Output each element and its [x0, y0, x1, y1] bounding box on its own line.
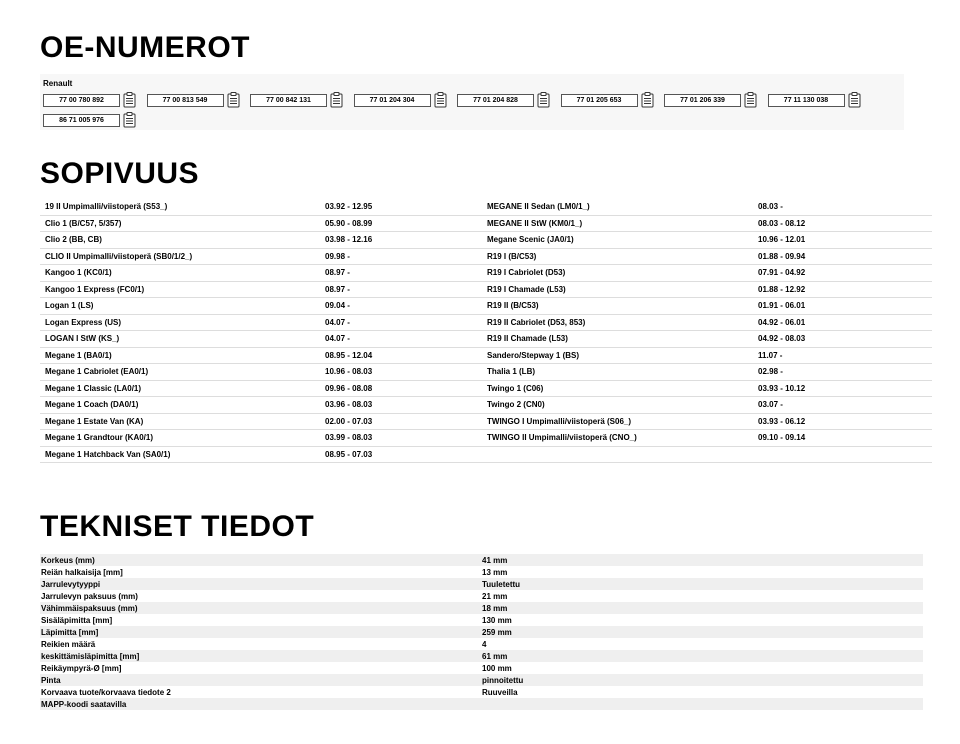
tech-value: Ruuveilla — [482, 687, 518, 697]
oe-number-item — [561, 90, 665, 110]
vehicle-model: R19 I Chamade (L53) — [487, 284, 566, 294]
clipboard-icon[interactable] — [537, 92, 550, 108]
fitment-row — [40, 249, 932, 266]
fitment-row — [40, 381, 932, 398]
oe-number-item — [768, 90, 872, 110]
clipboard-icon[interactable] — [641, 92, 654, 108]
vehicle-model: Megane 1 Coach (DA0/1) — [45, 400, 139, 410]
oe-numbers-list — [43, 90, 903, 130]
tech-value: 259 mm — [482, 627, 512, 637]
oe-number-value[interactable]: 77 11 130 038 — [768, 94, 845, 107]
fitment-row — [40, 282, 932, 299]
tech-label: Korkeus (mm) — [41, 555, 95, 565]
vehicle-model: Megane 1 (BA0/1) — [45, 350, 112, 360]
fitment-row — [40, 315, 932, 332]
oe-number-item — [147, 90, 251, 110]
oe-number-value[interactable]: 77 01 206 339 — [664, 94, 741, 107]
production-years: 08.97 - — [325, 268, 350, 278]
tech-label: Korvaava tuote/korvaava tiedote 2 — [41, 687, 171, 697]
vehicle-model: R19 I (B/C53) — [487, 251, 537, 261]
oe-number-item — [457, 90, 561, 110]
tech-value: 13 mm — [482, 567, 508, 577]
vehicle-model: Megane 1 Grandtour (KA0/1) — [45, 433, 154, 443]
fitment-row — [40, 348, 932, 365]
tech-row — [40, 674, 923, 686]
oe-number-value[interactable]: 77 01 204 304 — [354, 94, 431, 107]
fitment-row — [40, 397, 932, 414]
tech-value: 41 mm — [482, 555, 508, 565]
production-years: 09.96 - 08.08 — [325, 383, 373, 393]
fitment-title: SOPIVUUS — [40, 157, 200, 190]
production-years: 08.95 - 07.03 — [325, 449, 373, 459]
production-years: 03.92 - 12.95 — [325, 202, 373, 212]
production-years: 04.07 - — [325, 317, 350, 327]
tech-row — [40, 698, 923, 710]
oe-numbers-box — [40, 74, 904, 130]
vehicle-model: Megane 1 Classic (LA0/1) — [45, 383, 142, 393]
production-years: 08.95 - 12.04 — [325, 350, 373, 360]
tech-label: Sisäläpimitta [mm] — [41, 615, 113, 625]
vehicle-model: Megane 1 Hatchback Van (SA0/1) — [45, 449, 171, 459]
clipboard-icon[interactable] — [434, 92, 447, 108]
production-years: 01.88 - 09.94 — [758, 251, 806, 261]
fitment-row — [40, 199, 932, 216]
oe-number-value[interactable]: 77 01 204 828 — [457, 94, 534, 107]
production-years: 02.00 - 07.03 — [325, 416, 373, 426]
vehicle-model: R19 II (B/C53) — [487, 301, 539, 311]
clipboard-icon[interactable] — [330, 92, 343, 108]
vehicle-model: Thalia 1 (LB) — [487, 367, 536, 377]
fitment-row — [40, 232, 932, 249]
production-years: 01.88 - 12.92 — [758, 284, 806, 294]
production-years: 09.10 - 09.14 — [758, 433, 806, 443]
vehicle-model: Megane 1 Cabriolet (EA0/1) — [45, 367, 149, 377]
vehicle-model: TWINGO II Umpimalli/viistoperä (CNO_) — [487, 433, 637, 443]
oe-number-item — [43, 110, 147, 130]
tech-value: 100 mm — [482, 663, 512, 673]
production-years: 08.97 - — [325, 284, 350, 294]
oe-number-item — [664, 90, 768, 110]
tech-row — [40, 578, 923, 590]
technical-data-title: TEKNISET TIEDOT — [40, 510, 315, 543]
fitment-row — [40, 364, 932, 381]
tech-row — [40, 614, 923, 626]
tech-row — [40, 602, 923, 614]
tech-value: 4 — [482, 639, 487, 649]
fitment-row — [40, 447, 932, 464]
production-years: 04.92 - 06.01 — [758, 317, 806, 327]
production-years: 03.07 - — [758, 400, 783, 410]
tech-row — [40, 650, 923, 662]
tech-row — [40, 566, 923, 578]
vehicle-model: Clio 1 (B/C57, 5/357) — [45, 218, 122, 228]
fitment-table — [40, 199, 932, 463]
vehicle-model: Kangoo 1 Express (FC0/1) — [45, 284, 145, 294]
oe-number-item — [43, 90, 147, 110]
tech-value: 21 mm — [482, 591, 508, 601]
vehicle-model: Logan 1 (LS) — [45, 301, 94, 311]
production-years: 03.93 - 10.12 — [758, 383, 806, 393]
tech-value: 130 mm — [482, 615, 512, 625]
production-years: 04.92 - 08.03 — [758, 334, 806, 344]
vehicle-model: TWINGO I Umpimalli/viistoperä (S06_) — [487, 416, 632, 426]
vehicle-model: Logan Express (US) — [45, 317, 122, 327]
vehicle-model: R19 II Chamade (L53) — [487, 334, 568, 344]
tech-row — [40, 638, 923, 650]
tech-label: keskittämisläpimitta [mm] — [41, 651, 140, 661]
tech-label: Reikien määrä — [41, 639, 96, 649]
vehicle-model: R19 II Cabriolet (D53, 853) — [487, 317, 586, 327]
production-years: 08.03 - — [758, 202, 783, 212]
production-years: 10.96 - 08.03 — [325, 367, 373, 377]
vehicle-model: MEGANE II StW (KM0/1_) — [487, 218, 583, 228]
vehicle-model: MEGANE II Sedan (LM0/1_) — [487, 202, 590, 212]
production-years: 03.98 - 12.16 — [325, 235, 373, 245]
fitment-row — [40, 430, 932, 447]
oe-number-item — [250, 90, 354, 110]
production-years: 05.90 - 08.99 — [325, 218, 373, 228]
production-years: 08.03 - 08.12 — [758, 218, 806, 228]
tech-label: Pinta — [41, 675, 61, 685]
oe-number-value[interactable]: 86 71 005 976 — [43, 114, 120, 127]
tech-label: Jarrulevyn paksuus (mm) — [41, 591, 138, 601]
production-years: 11.07 - — [758, 350, 783, 360]
fitment-row — [40, 331, 932, 348]
production-years: 04.07 - — [325, 334, 350, 344]
vehicle-model: CLIO II Umpimalli/viistoperä (SB0/1/2_) — [45, 251, 193, 261]
fitment-row — [40, 414, 932, 431]
tech-row — [40, 626, 923, 638]
production-years: 09.04 - — [325, 301, 350, 311]
fitment-row — [40, 265, 932, 282]
oe-number-value[interactable]: 77 00 842 131 — [250, 94, 327, 107]
clipboard-icon[interactable] — [123, 112, 136, 128]
production-years: 03.99 - 08.03 — [325, 433, 373, 443]
clipboard-icon[interactable] — [848, 92, 861, 108]
technical-data-table — [40, 554, 923, 710]
oe-number-item — [354, 90, 458, 110]
clipboard-icon[interactable] — [123, 92, 136, 108]
vehicle-model: Megane Scenic (JA0/1) — [487, 235, 574, 245]
tech-label: Läpimitta [mm] — [41, 627, 99, 637]
tech-label: MAPP-koodi saatavilla — [41, 699, 127, 709]
vehicle-model: Megane 1 Estate Van (KA) — [45, 416, 144, 426]
production-years: 09.98 - — [325, 251, 350, 261]
clipboard-icon[interactable] — [744, 92, 757, 108]
fitment-row — [40, 298, 932, 315]
tech-value: Tuuletettu — [482, 579, 521, 589]
production-years: 01.91 - 06.01 — [758, 301, 806, 311]
oe-numbers-title: OE-NUMEROT — [40, 31, 250, 64]
tech-row — [40, 554, 923, 566]
fitment-row — [40, 216, 932, 233]
production-years: 03.93 - 06.12 — [758, 416, 806, 426]
tech-label: Vähimmäispaksuus (mm) — [41, 603, 138, 613]
tech-label: Jarrulevytyyppi — [41, 579, 101, 589]
tech-value: 61 mm — [482, 651, 508, 661]
oe-number-value[interactable]: 77 00 780 892 — [43, 94, 120, 107]
tech-row — [40, 590, 923, 602]
vehicle-model: Twingo 1 (C06) — [487, 383, 544, 393]
tech-row — [40, 686, 923, 698]
vehicle-model: Twingo 2 (CN0) — [487, 400, 545, 410]
tech-row — [40, 662, 923, 674]
production-years: 07.91 - 04.92 — [758, 268, 806, 278]
oe-number-value[interactable]: 77 00 813 549 — [147, 94, 224, 107]
production-years: 02.98 - — [758, 367, 783, 377]
vehicle-model: LOGAN I StW (KS_) — [45, 334, 120, 344]
oe-number-value[interactable]: 77 01 205 653 — [561, 94, 638, 107]
vehicle-model: 19 II Umpimalli/viistoperä (S53_) — [45, 202, 168, 212]
tech-value: 18 mm — [482, 603, 508, 613]
oe-brand-label: Renault — [43, 79, 73, 88]
vehicle-model: Sandero/Stepway 1 (BS) — [487, 350, 580, 360]
vehicle-model: R19 I Cabriolet (D53) — [487, 268, 566, 278]
tech-label: Reiän halkaisija [mm] — [41, 567, 123, 577]
tech-value: pinnoitettu — [482, 675, 524, 685]
production-years: 03.96 - 08.03 — [325, 400, 373, 410]
production-years: 10.96 - 12.01 — [758, 235, 806, 245]
vehicle-model: Kangoo 1 (KC0/1) — [45, 268, 112, 278]
vehicle-model: Clio 2 (BB, CB) — [45, 235, 102, 245]
tech-label: Reikäympyrä-Ø [mm] — [41, 663, 122, 673]
clipboard-icon[interactable] — [227, 92, 240, 108]
